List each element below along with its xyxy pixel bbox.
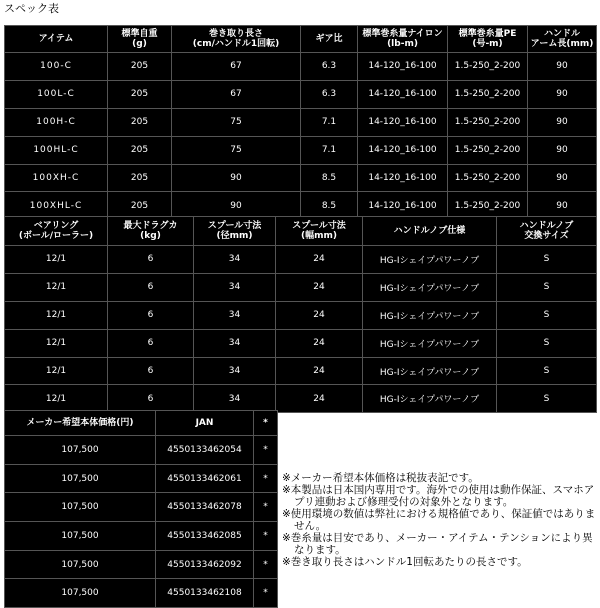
table-cell: 90 [528, 80, 597, 108]
table-cell: 107,500 [5, 579, 156, 608]
column-header-text: (号-m) [472, 39, 503, 49]
table-cell: 12/1 [5, 329, 108, 357]
table-cell: * [254, 550, 278, 579]
table-row [5, 385, 597, 413]
table-row [5, 436, 278, 465]
table-cell: 34 [194, 357, 276, 385]
column-header [108, 26, 172, 53]
table-cell: 14-120_16-100 [358, 80, 448, 108]
column-header-text: (ボール/ローラー) [18, 231, 94, 241]
column-header-text: JAN [195, 418, 214, 428]
table-cell: 6 [108, 385, 194, 413]
table-row [5, 108, 597, 136]
column-header-text: (kg) [140, 231, 161, 241]
table-cell: 90 [172, 164, 301, 192]
table-cell: S [497, 246, 597, 274]
table-cell: 34 [194, 385, 276, 413]
table-cell: 205 [108, 192, 172, 220]
table-cell: 6 [108, 246, 194, 274]
column-header [301, 26, 358, 53]
table-cell: 34 [194, 301, 276, 329]
column-header-text: * [263, 418, 268, 428]
table-cell: 8.5 [301, 164, 358, 192]
column-header [5, 217, 108, 246]
column-header [156, 411, 254, 436]
table-cell: 14-120_16-100 [358, 53, 448, 81]
table-cell: 100HL-C [5, 136, 108, 164]
table-cell: 8.5 [301, 192, 358, 220]
column-header-text: アーム長(mm) [530, 39, 594, 49]
spec-table-parts [4, 216, 597, 413]
table-cell: HG-Iシェイプパワーノブ [363, 246, 497, 274]
table-cell: 1.5-250_2-200 [448, 53, 528, 81]
table-cell: 90 [528, 164, 597, 192]
note-retrieve-length: ※巻き取り長さはハンドル1回転あたりの長さです。 [282, 556, 528, 568]
column-header [276, 217, 363, 246]
table-cell: S [497, 357, 597, 385]
table-row [5, 579, 278, 608]
column-header-text: 最大ドラグカ [123, 221, 178, 231]
column-header [528, 26, 597, 53]
table-cell: 67 [172, 80, 301, 108]
table-cell: HG-Iシェイプパワーノブ [363, 385, 497, 413]
table-header-row [5, 411, 278, 436]
table-cell: 205 [108, 53, 172, 81]
column-header-text: 標準巻糸量PE [458, 29, 517, 39]
note-line-capacity: ※巻糸量は目安であり、メーカー・アイテム・テンションにより異なります。 [282, 532, 593, 556]
table-row [5, 246, 597, 274]
table-cell: 90 [172, 192, 301, 220]
table-cell: 1.5-250_2-200 [448, 108, 528, 136]
column-header-text: (cm/ハンドル1回転) [192, 39, 280, 49]
note-domestic: ※本製品は日本国内専用です。海外での使用は動作保証、スマホアプリ連動および修理受付の対象外となります。 [282, 484, 595, 508]
table-row [5, 329, 597, 357]
table-header-row [5, 217, 597, 246]
column-header-text: ハンドルノブ [519, 221, 574, 231]
table-cell: HG-Iシェイプパワーノブ [363, 301, 497, 329]
table-cell: 205 [108, 136, 172, 164]
column-header-text: (径mm) [216, 231, 253, 241]
table-header-row [5, 26, 597, 53]
table-cell: 4550133462078 [156, 493, 254, 522]
column-header-text: ベアリング [33, 221, 79, 231]
column-header-text: ハンドル [543, 29, 580, 39]
table-cell: 12/1 [5, 385, 108, 413]
column-header-text: スプール寸法 [207, 221, 262, 231]
table-cell: 12/1 [5, 246, 108, 274]
table-row [5, 522, 278, 551]
table-cell: 205 [108, 80, 172, 108]
column-header-text: (lb-m) [387, 39, 418, 49]
table-cell: 6 [108, 357, 194, 385]
column-header [363, 217, 497, 246]
table-cell: 6 [108, 273, 194, 301]
table-cell: 1.5-250_2-200 [448, 80, 528, 108]
table-row [5, 80, 597, 108]
table-cell: HG-Iシェイプパワーノブ [363, 357, 497, 385]
page-title: スペック表 [4, 2, 59, 15]
column-header [358, 26, 448, 53]
table-cell: * [254, 522, 278, 551]
table-cell: 12/1 [5, 273, 108, 301]
table-row [5, 357, 597, 385]
table-cell: 90 [528, 108, 597, 136]
table-row [5, 164, 597, 192]
table-cell: 34 [194, 329, 276, 357]
table-cell: 12/1 [5, 357, 108, 385]
column-header-text: ギア比 [315, 34, 343, 44]
table-cell: 107,500 [5, 550, 156, 579]
table-cell: HG-Iシェイプパワーノブ [363, 273, 497, 301]
spec-table-main [4, 25, 597, 220]
table-cell: * [254, 436, 278, 465]
table-cell: 4550133462092 [156, 550, 254, 579]
note-price: ※メーカー希望本体価格は税抜表記です。 [282, 472, 479, 484]
column-header-text: (g) [132, 39, 147, 49]
price-table [4, 410, 278, 608]
note-spec-values: ※使用環境の数値は弊社における規格値であり、保証値ではありません。 [282, 508, 596, 532]
table-cell: S [497, 273, 597, 301]
column-header [497, 217, 597, 246]
table-cell: 6.3 [301, 53, 358, 81]
table-cell: 34 [194, 246, 276, 274]
table-cell: 100XH-C [5, 164, 108, 192]
table-cell: * [254, 579, 278, 608]
notes [282, 472, 598, 568]
table-cell: 90 [528, 136, 597, 164]
table-cell: 90 [528, 53, 597, 81]
column-header-text: アイテム [38, 34, 74, 44]
table-cell: 100L-C [5, 80, 108, 108]
table-cell: 24 [276, 246, 363, 274]
table-row [5, 464, 278, 493]
table-cell: 107,500 [5, 436, 156, 465]
column-header-text: スプール寸法 [292, 221, 346, 231]
table-row [5, 273, 597, 301]
table-cell: 205 [108, 108, 172, 136]
table-cell: S [497, 385, 597, 413]
table-cell: 107,500 [5, 522, 156, 551]
table-row [5, 550, 278, 579]
column-header-text: 交換サイズ [524, 231, 569, 241]
table-cell: 24 [276, 301, 363, 329]
table-cell: 100XHL-C [5, 192, 108, 220]
table-cell: 6 [108, 329, 194, 357]
table-cell: 75 [172, 136, 301, 164]
column-header [108, 217, 194, 246]
column-header [5, 26, 108, 53]
table-cell: 100-C [5, 53, 108, 81]
table-cell: 6 [108, 301, 194, 329]
table-cell: 1.5-250_2-200 [448, 164, 528, 192]
table-cell: 24 [276, 329, 363, 357]
table-cell: 4550133462108 [156, 579, 254, 608]
table-row [5, 301, 597, 329]
table-cell: S [497, 329, 597, 357]
column-header [254, 411, 278, 436]
table-row [5, 493, 278, 522]
table-row [5, 136, 597, 164]
table-cell: 100H-C [5, 108, 108, 136]
table-cell: 24 [276, 273, 363, 301]
table-cell: 14-120_16-100 [358, 192, 448, 220]
table-cell: 14-120_16-100 [358, 164, 448, 192]
table-cell: 107,500 [5, 493, 156, 522]
table-row [5, 53, 597, 81]
table-cell: 24 [276, 357, 363, 385]
column-header-text: 標準自重 [121, 29, 158, 39]
table-cell: 4550133462085 [156, 522, 254, 551]
table-cell: 34 [194, 273, 276, 301]
table-cell: 14-120_16-100 [358, 136, 448, 164]
table-cell: 4550133462061 [156, 464, 254, 493]
column-header [448, 26, 528, 53]
table-cell: 7.1 [301, 108, 358, 136]
table-cell: 24 [276, 385, 363, 413]
column-header-text: 標準巻糸量ナイロン [362, 29, 443, 39]
table-cell: 90 [528, 192, 597, 220]
column-header-text: ハンドルノブ仕様 [393, 226, 466, 236]
column-header-text: 巻き取り長さ [208, 29, 263, 39]
column-header [5, 411, 156, 436]
table-cell: 12/1 [5, 301, 108, 329]
column-header [194, 217, 276, 246]
table-cell: 6.3 [301, 80, 358, 108]
table-cell: HG-Iシェイプパワーノブ [363, 329, 497, 357]
table-cell: 205 [108, 164, 172, 192]
table-cell: 4550133462054 [156, 436, 254, 465]
table-cell: 1.5-250_2-200 [448, 136, 528, 164]
table-cell: 14-120_16-100 [358, 108, 448, 136]
table-cell: S [497, 301, 597, 329]
table-cell: 1.5-250_2-200 [448, 192, 528, 220]
table-cell: 67 [172, 53, 301, 81]
column-header-text: (幅mm) [301, 231, 337, 241]
table-cell: 75 [172, 108, 301, 136]
table-cell: 7.1 [301, 136, 358, 164]
table-cell: 107,500 [5, 464, 156, 493]
table-cell: * [254, 464, 278, 493]
column-header-text: メーカー希望本体価格(円) [26, 418, 134, 428]
column-header [172, 26, 301, 53]
table-cell: * [254, 493, 278, 522]
